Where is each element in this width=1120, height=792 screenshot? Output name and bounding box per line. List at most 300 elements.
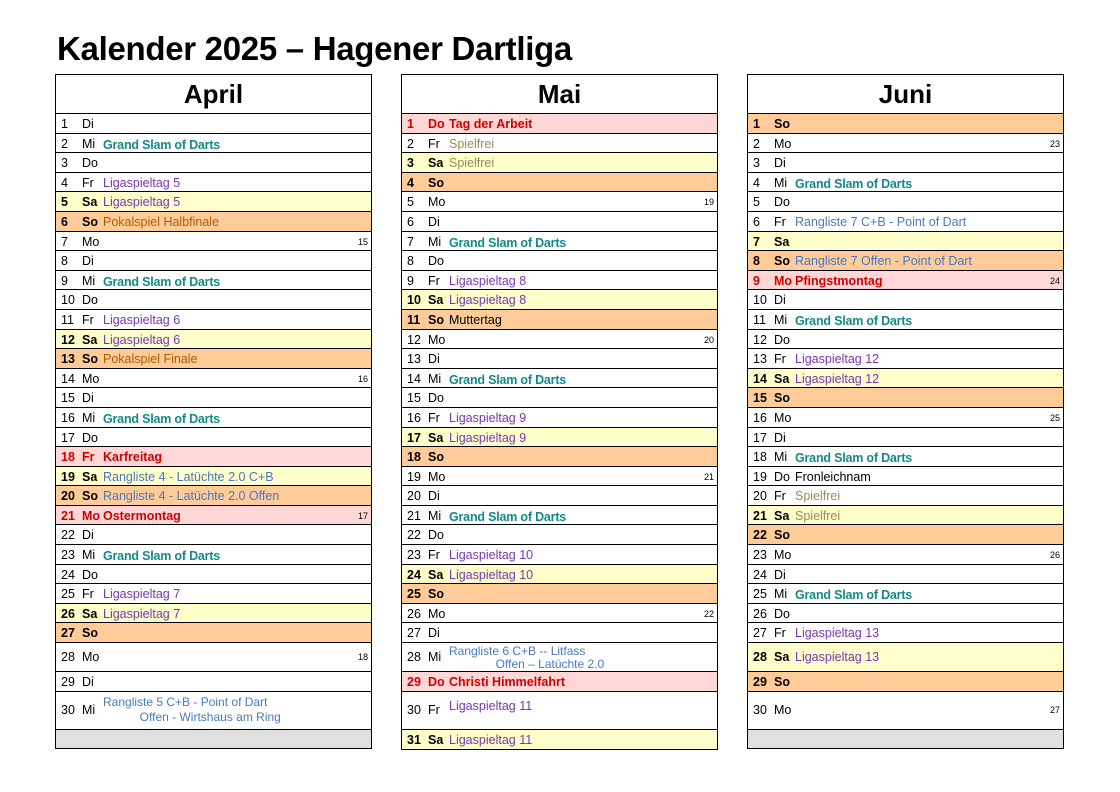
weekday: Mi	[428, 371, 442, 386]
day-number: 27	[61, 626, 75, 641]
day-number: 6	[61, 214, 68, 229]
day-number: 29	[753, 675, 767, 690]
day-number: 13	[407, 352, 421, 367]
event-label: Tag der Arbeit	[449, 117, 533, 131]
event-label: Grand Slam of Darts	[795, 313, 913, 328]
day-row	[402, 192, 717, 212]
empty-filler-row	[56, 730, 371, 748]
day-number: 6	[407, 214, 414, 229]
day-number: 17	[61, 430, 75, 445]
day-row	[402, 134, 717, 154]
weekday: Di	[82, 254, 94, 269]
day-number: 14	[61, 371, 75, 386]
weekday: Di	[82, 117, 94, 131]
day-row	[402, 672, 717, 692]
day-number: 4	[753, 175, 760, 190]
weekday: Do	[774, 332, 790, 347]
week-number: 15	[357, 236, 368, 247]
event-label: Grand Slam of Darts	[795, 588, 913, 603]
weekday: So	[82, 352, 98, 367]
week-number: 20	[703, 334, 714, 345]
weekday: Fr	[774, 626, 786, 641]
weekday: Mo	[774, 702, 792, 717]
day-row	[56, 525, 371, 545]
weekday: So	[82, 214, 98, 229]
weekday: Di	[428, 489, 440, 504]
event-label: Rangliste 7 C+B - Point of Dart	[795, 214, 967, 229]
weekday: Di	[428, 214, 440, 229]
weekday: Sa	[82, 332, 98, 347]
empty-filler-row	[748, 730, 1063, 748]
day-row	[748, 408, 1063, 428]
day-number: 15	[61, 391, 75, 406]
day-number: 16	[753, 410, 767, 425]
day-number: 24	[407, 567, 421, 582]
event-label: Pfingstmontag	[795, 273, 883, 288]
day-row	[402, 584, 717, 604]
weekday: Sa	[428, 567, 444, 582]
day-row	[402, 565, 717, 585]
day-number: 19	[407, 469, 421, 484]
day-row	[56, 369, 371, 389]
weekday: Do	[774, 195, 790, 210]
week-number: 27	[1049, 704, 1060, 715]
day-row	[56, 330, 371, 350]
day-row	[748, 330, 1063, 350]
day-number: 18	[407, 450, 421, 465]
day-number: 6	[753, 214, 760, 229]
weekday: So	[774, 391, 790, 406]
weekday: Fr	[428, 273, 440, 288]
day-row	[56, 192, 371, 212]
weekday: Di	[774, 430, 786, 445]
weekday: Mi	[774, 312, 788, 327]
day-number: 21	[61, 508, 75, 523]
day-row	[748, 428, 1063, 448]
day-number: 20	[407, 489, 421, 504]
day-row	[748, 173, 1063, 193]
weekday: Mo	[428, 606, 446, 621]
day-list	[56, 114, 371, 748]
day-number: 8	[407, 254, 414, 269]
weekday: Mi	[428, 234, 442, 249]
day-number: 5	[61, 195, 68, 210]
event-label: Rangliste 4 - Latüchte 2.0 C+B	[103, 469, 274, 484]
weekday: So	[428, 587, 444, 602]
weekday: So	[82, 626, 98, 641]
weekday: Do	[82, 430, 98, 445]
day-number: 12	[407, 332, 421, 347]
day-row	[56, 173, 371, 193]
week-number: 22	[703, 608, 714, 619]
day-row	[56, 604, 371, 624]
day-number: 12	[61, 332, 75, 347]
weekday: Fr	[428, 136, 440, 151]
day-number: 20	[61, 489, 75, 504]
day-row	[56, 643, 371, 672]
weekday: Do	[428, 117, 445, 131]
weekday: So	[428, 175, 444, 190]
day-number: 16	[407, 410, 421, 425]
day-number: 22	[61, 528, 75, 543]
day-row	[402, 310, 717, 330]
day-number: 1	[753, 117, 760, 131]
event-label: Ligaspieltag 12	[795, 371, 880, 386]
weekday: Do	[82, 293, 98, 308]
weekday: Mi	[82, 136, 96, 151]
day-row	[748, 192, 1063, 212]
day-number: 3	[407, 156, 414, 171]
day-number: 21	[753, 508, 767, 523]
event-label: Spielfrei	[795, 489, 841, 504]
weekday: Di	[82, 391, 94, 406]
day-row	[402, 643, 717, 672]
weekday: Do	[774, 469, 790, 484]
day-row	[56, 271, 371, 291]
event-label: Grand Slam of Darts	[795, 451, 913, 466]
day-number: 18	[61, 450, 75, 465]
weekday: Sa	[774, 650, 790, 665]
day-number: 26	[407, 606, 421, 621]
day-row	[56, 388, 371, 408]
day-row	[748, 643, 1063, 672]
day-row	[402, 447, 717, 467]
week-number: 19	[703, 197, 714, 208]
weekday: Mo	[774, 410, 792, 425]
weekday: Fr	[428, 410, 440, 425]
event-label: Ligaspieltag 12	[795, 352, 880, 367]
weekday: Fr	[428, 702, 440, 717]
weekday: Do	[428, 391, 444, 406]
day-number: 13	[753, 352, 767, 367]
event-label: Grand Slam of Darts	[449, 235, 567, 250]
weekday: Di	[82, 528, 94, 543]
day-row	[402, 271, 717, 291]
day-number: 25	[407, 587, 421, 602]
weekday: Sa	[82, 469, 98, 484]
event-label: Grand Slam of Darts	[795, 176, 913, 191]
day-row	[402, 369, 717, 389]
weekday: Mi	[428, 508, 442, 523]
weekday: So	[774, 675, 790, 690]
day-number: 17	[407, 430, 421, 445]
day-row	[56, 251, 371, 271]
day-row	[402, 388, 717, 408]
day-number: 22	[753, 528, 767, 543]
weekday: Sa	[82, 195, 98, 210]
day-row	[56, 408, 371, 428]
weekday: Sa	[774, 234, 790, 249]
day-row	[56, 584, 371, 604]
week-number: 18	[357, 652, 368, 663]
day-number: 28	[61, 650, 75, 665]
event-label: Spielfrei	[449, 136, 495, 151]
day-row	[748, 623, 1063, 643]
event-label: Ligaspieltag 13	[795, 626, 880, 641]
event-label: Fronleichnam	[795, 469, 871, 484]
day-row	[402, 114, 717, 134]
weekday: Mo	[428, 332, 446, 347]
month-title: Mai	[402, 75, 717, 114]
event-label: Grand Slam of Darts	[449, 372, 567, 387]
weekday: Mi	[82, 410, 96, 425]
day-number: 11	[407, 312, 421, 327]
day-row	[402, 408, 717, 428]
day-row	[748, 447, 1063, 467]
day-row	[402, 730, 717, 750]
day-number: 24	[61, 567, 75, 582]
event-label-line2: Offen – Latüchte 2.0	[449, 657, 605, 672]
event-label: Pokalspiel Finale	[103, 352, 198, 367]
day-row	[748, 212, 1063, 232]
day-number: 8	[753, 254, 760, 269]
event-label: Ligaspieltag 13	[795, 650, 880, 665]
weekday: Di	[774, 156, 786, 171]
day-row	[56, 134, 371, 154]
day-number: 13	[61, 352, 75, 367]
weekday: Mi	[774, 587, 788, 602]
day-row	[748, 486, 1063, 506]
day-number: 10	[407, 293, 421, 308]
week-number: 26	[1049, 550, 1060, 561]
day-row	[748, 251, 1063, 271]
event-label: Ligaspieltag 11	[449, 732, 533, 747]
day-number: 9	[407, 273, 414, 288]
weekday: Fr	[774, 489, 786, 504]
day-row	[402, 349, 717, 369]
day-row	[402, 330, 717, 350]
day-number: 23	[407, 548, 421, 563]
week-number: 25	[1049, 412, 1060, 423]
weekday: Mi	[82, 273, 96, 288]
weekday: Mo	[82, 234, 100, 249]
weekday: Di	[82, 675, 94, 690]
day-number: 19	[61, 469, 75, 484]
day-number: 15	[407, 391, 421, 406]
event-label: Grand Slam of Darts	[103, 549, 221, 564]
day-number: 7	[407, 234, 414, 249]
day-row	[56, 672, 371, 692]
week-number: 23	[1049, 138, 1060, 149]
weekday: Fr	[428, 548, 440, 563]
day-number: 4	[407, 175, 414, 190]
day-row	[748, 388, 1063, 408]
day-row	[56, 692, 371, 730]
day-row	[748, 525, 1063, 545]
day-row	[402, 506, 717, 526]
day-row	[748, 672, 1063, 692]
event-label: Ligaspieltag 5	[103, 175, 181, 190]
event-label: Ligaspieltag 7	[103, 587, 181, 602]
day-row	[56, 623, 371, 643]
event-label: Ligaspieltag 6	[103, 332, 181, 347]
day-number: 26	[753, 606, 767, 621]
weekday: So	[82, 489, 98, 504]
weekday: Fr	[82, 450, 95, 465]
event-label: Muttertag	[449, 312, 502, 327]
day-number: 24	[753, 567, 767, 582]
day-row	[748, 506, 1063, 526]
day-row	[56, 565, 371, 585]
month-title: Juni	[748, 75, 1063, 114]
event-label: Rangliste 6 C+B -- Litfass	[449, 644, 586, 659]
weekday: Mi	[428, 650, 442, 665]
weekday: Di	[774, 293, 786, 308]
day-number: 5	[753, 195, 760, 210]
weekday: So	[774, 254, 790, 269]
day-row	[402, 290, 717, 310]
day-number: 8	[61, 254, 68, 269]
weekday: Sa	[82, 606, 98, 621]
event-label: Ostermontag	[103, 508, 181, 523]
day-row	[748, 584, 1063, 604]
day-number: 21	[407, 508, 421, 523]
weekday: So	[428, 312, 444, 327]
day-number: 28	[753, 650, 767, 665]
day-number: 28	[407, 650, 421, 665]
day-row	[748, 310, 1063, 330]
week-number: 21	[703, 471, 714, 482]
week-number: 24	[1049, 275, 1060, 286]
day-number: 10	[61, 293, 75, 308]
day-row	[56, 428, 371, 448]
weekday: Sa	[428, 430, 444, 445]
event-label: Ligaspieltag 7	[103, 606, 181, 621]
event-label: Grand Slam of Darts	[103, 137, 221, 152]
weekday: Fr	[82, 175, 94, 190]
day-row	[56, 114, 371, 134]
weekday: Fr	[82, 587, 94, 602]
event-label: Ligaspieltag 9	[449, 430, 527, 445]
weekday: Mo	[774, 548, 792, 563]
event-label: Spielfrei	[449, 156, 495, 171]
event-label: Pokalspiel Halbfinale	[103, 214, 220, 229]
weekday: Di	[428, 352, 440, 367]
day-row	[402, 525, 717, 545]
day-row	[402, 545, 717, 565]
day-row	[402, 428, 717, 448]
day-number: 2	[61, 136, 68, 151]
event-label: Grand Slam of Darts	[103, 411, 221, 426]
day-number: 14	[753, 371, 767, 386]
month-title: April	[56, 75, 371, 114]
weekday: Mi	[82, 548, 96, 563]
day-number: 25	[753, 587, 767, 602]
weekday: Di	[428, 626, 440, 641]
day-number: 17	[753, 430, 767, 445]
day-row	[402, 232, 717, 252]
weekday: Fr	[774, 214, 786, 229]
day-number: 31	[407, 732, 421, 747]
day-number: 30	[753, 702, 767, 717]
day-number: 23	[61, 548, 75, 563]
event-label: Spielfrei	[795, 508, 841, 523]
day-row	[748, 349, 1063, 369]
event-label: Ligaspieltag 9	[449, 410, 527, 425]
event-label: Karfreitag	[103, 450, 163, 465]
day-number: 30	[407, 702, 421, 717]
day-row	[748, 467, 1063, 487]
weekday: Do	[428, 254, 444, 269]
day-row	[748, 153, 1063, 173]
event-label: Grand Slam of Darts	[449, 509, 567, 524]
weekday: Do	[82, 567, 98, 582]
day-number: 7	[61, 234, 68, 249]
day-row	[56, 467, 371, 487]
week-number: 17	[357, 510, 368, 521]
event-label: Ligaspieltag 11	[449, 698, 533, 713]
day-number: 15	[753, 391, 767, 406]
weekday: Mo	[82, 650, 100, 665]
day-row	[748, 134, 1063, 154]
day-row	[402, 623, 717, 643]
day-number: 2	[407, 136, 414, 151]
day-row	[56, 545, 371, 565]
day-row	[402, 173, 717, 193]
day-number: 10	[753, 293, 767, 308]
day-row	[56, 447, 371, 467]
day-number: 22	[407, 528, 421, 543]
event-label: Ligaspieltag 10	[449, 548, 534, 563]
day-row	[748, 369, 1063, 389]
day-row	[748, 114, 1063, 134]
weekday: So	[774, 117, 790, 131]
event-label: Ligaspieltag 8	[449, 293, 527, 308]
weekday: Mo	[774, 273, 793, 288]
month-mai	[401, 74, 718, 750]
week-number: 16	[357, 373, 368, 384]
event-label-line2: Offen - Wirtshaus am Ring	[103, 709, 281, 724]
day-number: 25	[61, 587, 75, 602]
day-row	[748, 692, 1063, 730]
weekday: Sa	[428, 156, 444, 171]
day-number: 14	[407, 371, 421, 386]
event-label: Christi Himmelfahrt	[449, 675, 565, 690]
day-row	[748, 604, 1063, 624]
event-label: Grand Slam of Darts	[103, 274, 221, 289]
day-row	[402, 604, 717, 624]
day-number: 1	[407, 117, 414, 131]
day-number: 23	[753, 548, 767, 563]
day-list	[402, 114, 717, 749]
day-row	[748, 232, 1063, 252]
event-label: Rangliste 4 - Latüchte 2.0 Offen	[103, 489, 280, 504]
day-row	[56, 486, 371, 506]
day-number: 3	[61, 156, 68, 171]
day-row	[56, 310, 371, 330]
weekday: Do	[774, 606, 790, 621]
day-row	[56, 506, 371, 526]
day-number: 2	[753, 136, 760, 151]
event-label: Ligaspieltag 8	[449, 273, 527, 288]
day-number: 29	[61, 675, 75, 690]
weekday: Fr	[774, 352, 786, 367]
weekday: So	[774, 528, 790, 543]
day-number: 3	[753, 156, 760, 171]
day-number: 4	[61, 175, 68, 190]
day-number: 18	[753, 450, 767, 465]
weekday: Mo	[82, 508, 101, 523]
weekday: Fr	[82, 312, 94, 327]
day-number: 12	[753, 332, 767, 347]
day-row	[56, 290, 371, 310]
day-number: 29	[407, 675, 421, 690]
day-number: 11	[61, 312, 74, 327]
weekday: Mo	[428, 469, 446, 484]
day-number: 20	[753, 489, 767, 504]
day-row	[748, 565, 1063, 585]
weekday: Do	[428, 528, 444, 543]
